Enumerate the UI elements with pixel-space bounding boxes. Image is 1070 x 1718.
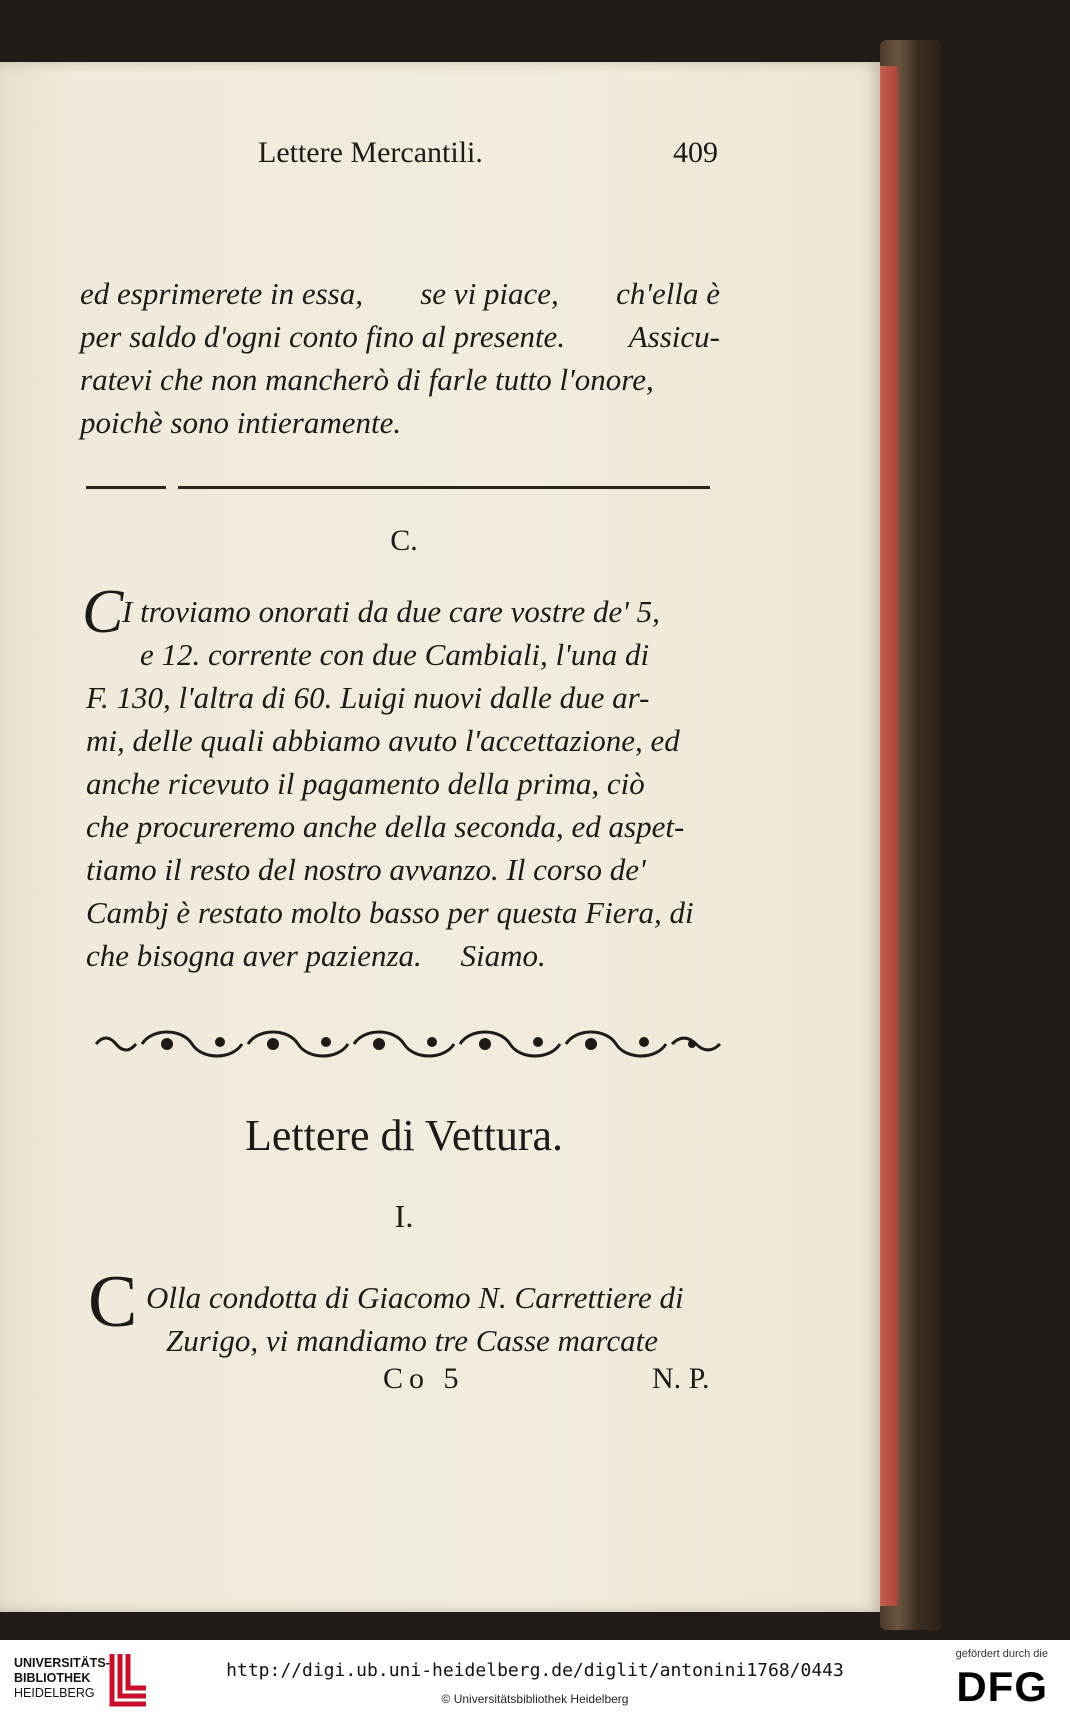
divider-rule-short [86, 486, 166, 489]
divider-rule-long [178, 486, 710, 489]
permalink-url[interactable]: http://digi.ub.uni-heidelberg.de/diglit/antonini1768/0443 [226, 1660, 844, 1681]
text-line: Olla condotta di Giacomo N. Carrettiere di [146, 1280, 684, 1315]
text-line: F. 130, l'altra di 60. Luigi nuovi dalle due ar- [86, 680, 650, 715]
letter-heading: C. [390, 524, 418, 557]
text-line: e 12. corrente con due Cambiali, l'una di [140, 637, 650, 672]
running-head [258, 136, 718, 176]
drop-cap: C [88, 1261, 138, 1343]
text-line: che procureremo anche della seconda, ed aspet- [86, 809, 685, 844]
section-title: Lettere di Vettura. [244, 1111, 564, 1160]
text-line: ed esprimerete in essa, se vi piace, ch'ella è [80, 276, 720, 311]
running-title: Lettere Mercantili. [258, 136, 483, 169]
page-number: 409 [673, 136, 718, 169]
letter-c-body [82, 578, 722, 977]
funding-note: gefördert durch die [955, 1648, 1048, 1660]
catchword: N. P. [652, 1362, 710, 1395]
text-line: ratevi che non mancherò di farle tutto l'onore, [80, 362, 654, 397]
ornament-border [92, 1024, 724, 1064]
copyright-notice: © Universitätsbibliothek Heidelberg [441, 1692, 629, 1706]
text-line: tiamo il resto del nostro avvanzo. Il corso de' [86, 852, 646, 887]
text-line: che bisogna aver pazienza. Siamo. [86, 938, 546, 973]
vettura-letter-body [88, 1261, 732, 1362]
text-line: poichè sono intieramente. [80, 405, 402, 440]
section-number: I. [394, 1198, 414, 1234]
closing-paragraph [80, 272, 720, 444]
footer-bar [0, 1640, 1070, 1718]
text-line: per saldo d'ogni conto fino al presente. Assicu- [80, 319, 720, 354]
text-line: Cambj è restato molto basso per questa Fiera, di [86, 895, 694, 930]
dfg-logo: DFG [956, 1663, 1048, 1710]
text-line: I troviamo onorati da due care vostre de' 5, [122, 594, 660, 629]
catchword-signature: Co 5 [383, 1362, 465, 1395]
text-line: mi, delle quali abbiamo avuto l'accettazione, ed [86, 723, 680, 758]
drop-cap: C [82, 578, 124, 646]
text-line: anche ricevuto il pagamento della prima, ciò [86, 766, 645, 801]
library-logo-text: UNIVERSITÄTS- BIBLIOTHEK HEIDELBERG [14, 1656, 110, 1700]
text-line: Zurigo, vi mandiamo tre Casse marcate [166, 1323, 658, 1358]
